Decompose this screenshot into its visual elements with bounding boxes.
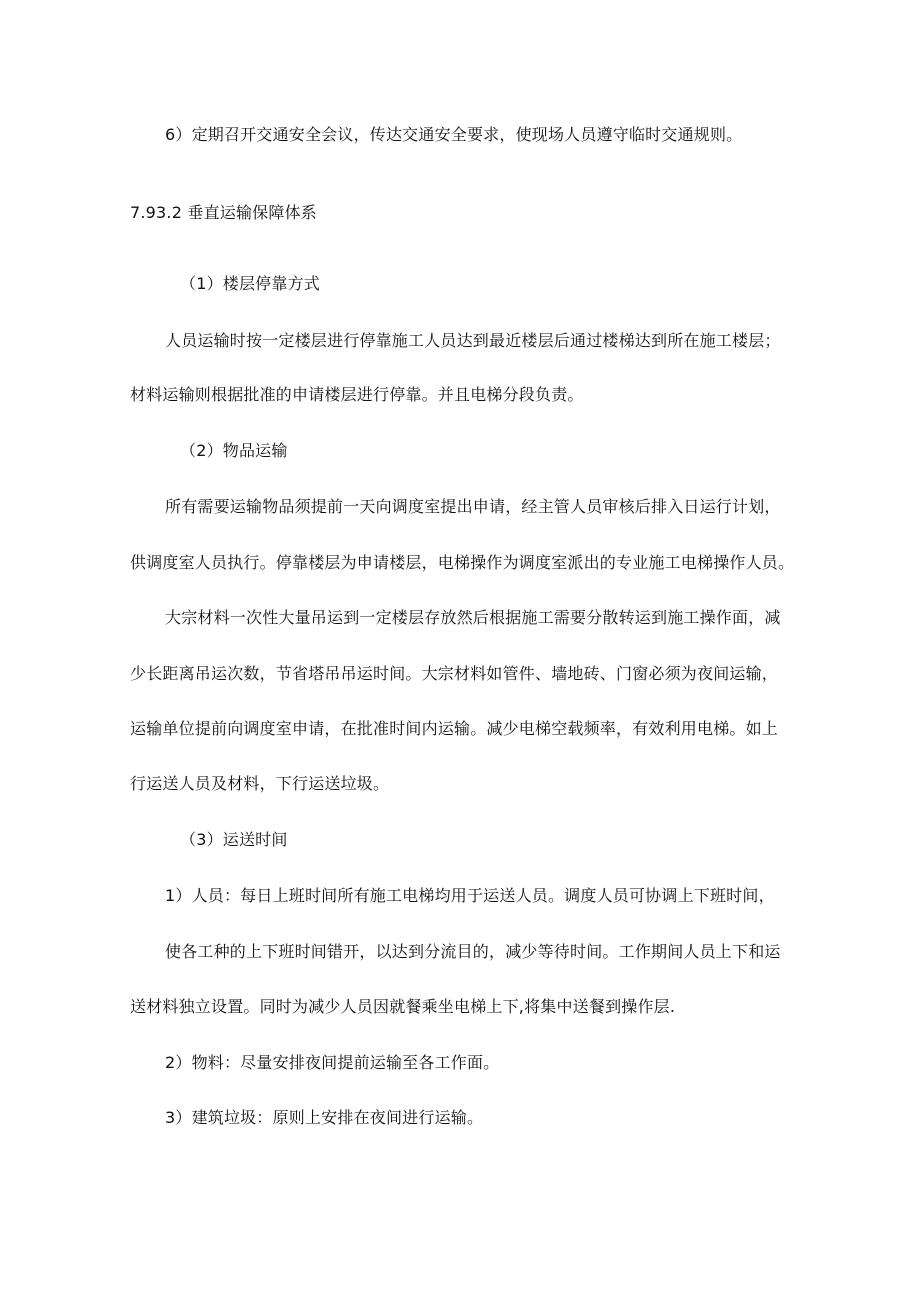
- sub-heading-2: （2）物品运输: [180, 441, 288, 460]
- paragraph-line: 材料运输则根据批准的申请楼层进行停靠。并且电梯分段负责。: [130, 385, 584, 404]
- list-item-continuation: 送材料独立设置。同时为减少人员因就餐乘坐电梯上下,将集中送餐到操作层.: [130, 997, 676, 1016]
- paragraph-line: 大宗材料一次性大量吊运到一定楼层存放然后根据施工需要分散转运到施工操作面，减: [165, 608, 781, 627]
- item-6: 6）定期召开交通安全会议，传达交通安全要求，使现场人员遵守临时交通规则。: [165, 125, 743, 144]
- sub-heading-3: （3）运送时间: [180, 830, 288, 849]
- section-heading: 7.93.2 垂直运输保障体系: [130, 203, 317, 222]
- list-item-continuation: 使各工种的上下班时间错开，以达到分流目的，减少等待时间。工作期间人员上下和运: [165, 942, 781, 961]
- list-item: 3）建筑垃圾：原则上安排在夜间进行运输。: [165, 1108, 484, 1127]
- paragraph-line: 运输单位提前向调度室申请，在批准时间内运输。减少电梯空载频率，有效利用电梯。如上: [130, 719, 779, 738]
- paragraph-line: 所有需要运输物品须提前一天向调度室提出申请，经主管人员审核后排入日运行计划，: [165, 497, 781, 516]
- paragraph-line: 人员运输时按一定楼层进行停靠施工人员达到最近楼层后通过楼梯达到所在施工楼层；: [165, 331, 781, 350]
- paragraph-line: 供调度室人员执行。停靠楼层为申请楼层，电梯操作为调度室派出的专业施工电梯操作人员。: [130, 553, 795, 572]
- list-item: 2）物料：尽量安排夜间提前运输至各工作面。: [165, 1053, 500, 1072]
- paragraph-line: 行运送人员及材料，下行运送垃圾。: [130, 774, 390, 793]
- sub-heading-1: （1）楼层停靠方式: [180, 274, 320, 293]
- list-item: 1）人员：每日上班时间所有施工电梯均用于运送人员。调度人员可协调上下班时间，: [165, 886, 775, 905]
- paragraph-line: 少长距离吊运次数，节省塔吊吊运时间。大宗材料如管件、墙地砖、门窗必须为夜间运输，: [130, 664, 779, 683]
